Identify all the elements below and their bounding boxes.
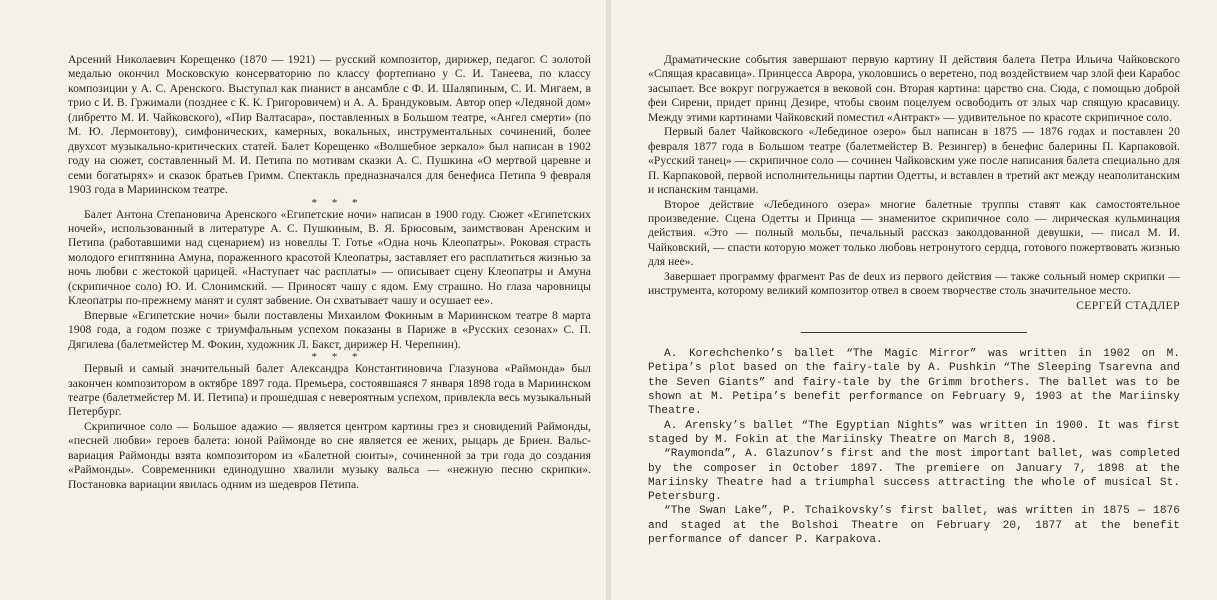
paragraph-raymonda-violin-solo: Скрипичное соло — Большое адажио — является центром картины грез и сновидений Раймонды, «песней любви» героев балета: юной Раймонде во сне является ее жених, рыцарь де Бриен. Вальс-вариация Раймонды взята композитором из «Балетной сюиты», сочиненной за три года до создания «Раймонды». Современники единодушно хвалили музыку вальса — «нежную песню скрипки». Постановка вариации явилась одним из шедевров Петипа. xyxy=(68,419,591,491)
divider-rule xyxy=(801,332,1027,333)
author-signature: СЕРГЕЙ СТАДЛЕР xyxy=(1076,298,1180,312)
paragraph-pas-de-deux: Завершает программу фрагмент Pas de deux из первого действия — также сольный номер скрипки — инструмента, которому великий композитор отвел в своем творчестве столь значительное место. xyxy=(648,269,1180,298)
paragraph-arensky: Балет Антона Степановича Аренского «Египетские ночи» написан в 1900 году. Сюжет «Египетских ночей», использованный в литературе А. С. Пушкиным, В. Я. Брюсовым, заимствован Аренским и Петипа (работавшими над сценарием) из новеллы Т. Готье «Одна ночь Клеопатры». Роковая страсть молодого египтянина Амуна, пораженного красотой Клеопатры, заставляет его расплатиться жизнью за ночь любви с жестокой царицей. «Наступает час расплаты» — описывает сцену Клеопатры и Амуна (скрипичное соло) Ю. И. Слонимский. — Приносят чашу с ядом. Ему страшно. Но глаза чаровницы Клеопатры по-прежнему манят и сулят забвение. Он схватывает чашу и осушает ее». xyxy=(68,207,591,308)
left-text-column xyxy=(68,53,591,492)
english-paragraph: A. Korechchenko’s ballet “The Magic Mirror” was written in 1902 on M. Petipa’s plot based on the fairy-tale by A. Pushkin “The Sleeping Tsarevna and the Seven Giants” and fairy-tale by the Grimm brothers. The ballet was to be shown at M. Petipa’s benefit performance on February 9, 1903 at the Mariinsky Theatre. xyxy=(648,348,1180,418)
paragraph-sleeping-beauty: Драматические события завершают первую картину II действия балета Петра Ильича Чайковского «Спящая красавица». Принцесса Аврора, уколовшись о веретено, под воздействием чар злой феи Карабос засыпает. Все вокруг погружается в вековой сон. Вторая картина: царство сна. Сюда, с помощью доброй феи Сирени, придет принц Дезире, чтобы своим поцелуем освободить от злых чар спящую красавицу. Между этими картинами Чайковский поместил «Антракт» — удивительное по красоте скрипичное соло. xyxy=(648,53,1180,124)
section-separator: * * * xyxy=(311,196,364,209)
english-summary xyxy=(648,347,1180,547)
paragraph-egyptian-nights-premiere: Впервые «Египетские ночи» были поставлены Михаилом Фокиным в Мариинском театре 8 марта 1908 года, а годом позже с триумфальным успехом показаны в Париже в «Русских сезонах» С. П. Дягилева (балетмейстер М. Фокин, художник Л. Бакст, дирижер Н. Черепнин). xyxy=(68,308,591,351)
left-page xyxy=(0,0,606,600)
right-page xyxy=(611,0,1217,600)
english-paragraph: “The Swan Lake”, P. Tchaikovsky’s first ballet, was written in 1875 — 1876 and staged at the Bolshoi Theatre on February 20, 1877 at the benefit performance of dancer P. Karpakova. xyxy=(648,505,1180,547)
paragraph-koreshchenko: Арсений Николаевич Корещенко (1870 — 1921) — русский композитор, дирижер, педагог. С золотой медалью окончил Московскую консерваторию по классу фортепиано у С. И. Танеева, по классу композиции у А. С. Аренского. Выступал как пианист в ансамбле с Ф. И. Шаляпиным, С. И. Мигаем, в трио с И. В. Гржимали (позднее с К. К. Григоровичем) и А. А. Брандуковым. Автор опер «Ледяной дом» (либретто М. И. Чайковского), «Пир Валтасара», поставленных в Большом театре, «Ангел смерти» (по М. Ю. Лермонтову), симфонических, камерных, вокальных, инструментальных сочинений, более двухсот музыкально-критических статей. Балет Корещенко «Волшебное зеркало» был написан в 1902 году на сюжет, составленный М. И. Петипа по мотивам сказки А. С. Пушкина «О мертвой царевне и семи богатырях» и сказок братьев Гримм. Спектакль предназначался для бенефиса Петипа 9 февраля 1903 года в Мариинском театре. xyxy=(68,53,591,197)
paragraph-glazunov: Первый и самый значительный балет Александра Константиновича Глазунова «Раймонда» был закончен композитором в октябре 1897 года. Премьера, состоявшаяся 7 января 1898 года в Мариинском театре (балетмейстер М. И. Петипа) и прошедшая с невероятным успехом, привлекла весь музыкальный Петербург. xyxy=(68,362,591,419)
paragraph-swan-lake: Первый балет Чайковского «Лебединое озеро» был написан в 1875 — 1876 годах и поставлен 20 февраля 1877 года в Большом театре (балетмейстер В. Резингер) в бенефис балерины П. Карпаковой. «Русский танец» — скрипичное соло — сочинен Чайковским уже после написания балета специально для П. Карпаковой, первой исполнительницы партии Одетты, и вставлен в третий акт между неаполитанским и испанским танцами. xyxy=(648,125,1180,197)
english-paragraph: A. Arensky’s ballet “The Egyptian Nights” was written in 1900. It was first staged by M. Fokin at the Mariinsky Theatre on March 8, 1908. xyxy=(648,419,1180,446)
paragraph-swan-lake-second-act: Второе действие «Лебединого озера» многие балетные труппы ставят как самостоятельное произведение. Сцена Одетты и Принца — знаменитое скрипичное соло — лирическая кульминация действия. «Это — полный мольбы, печальный рассказ заколдованной девушки, — писал М. И. Чайковский, — спасти которую может только любовь нетронутого сердца, готового пожертвовать жизнью для нее». xyxy=(648,197,1180,269)
section-separator: * * * xyxy=(311,351,364,364)
right-text-column xyxy=(648,53,1180,547)
english-paragraph: “Raymonda”, A. Glazunov’s first and the most important ballet, was completed by the composer in October 1897. The premiere on January 7, 1898 at the Mariinsky Theatre had a triumphal success attracting the whole of musical St. Petersburg. xyxy=(648,448,1180,504)
